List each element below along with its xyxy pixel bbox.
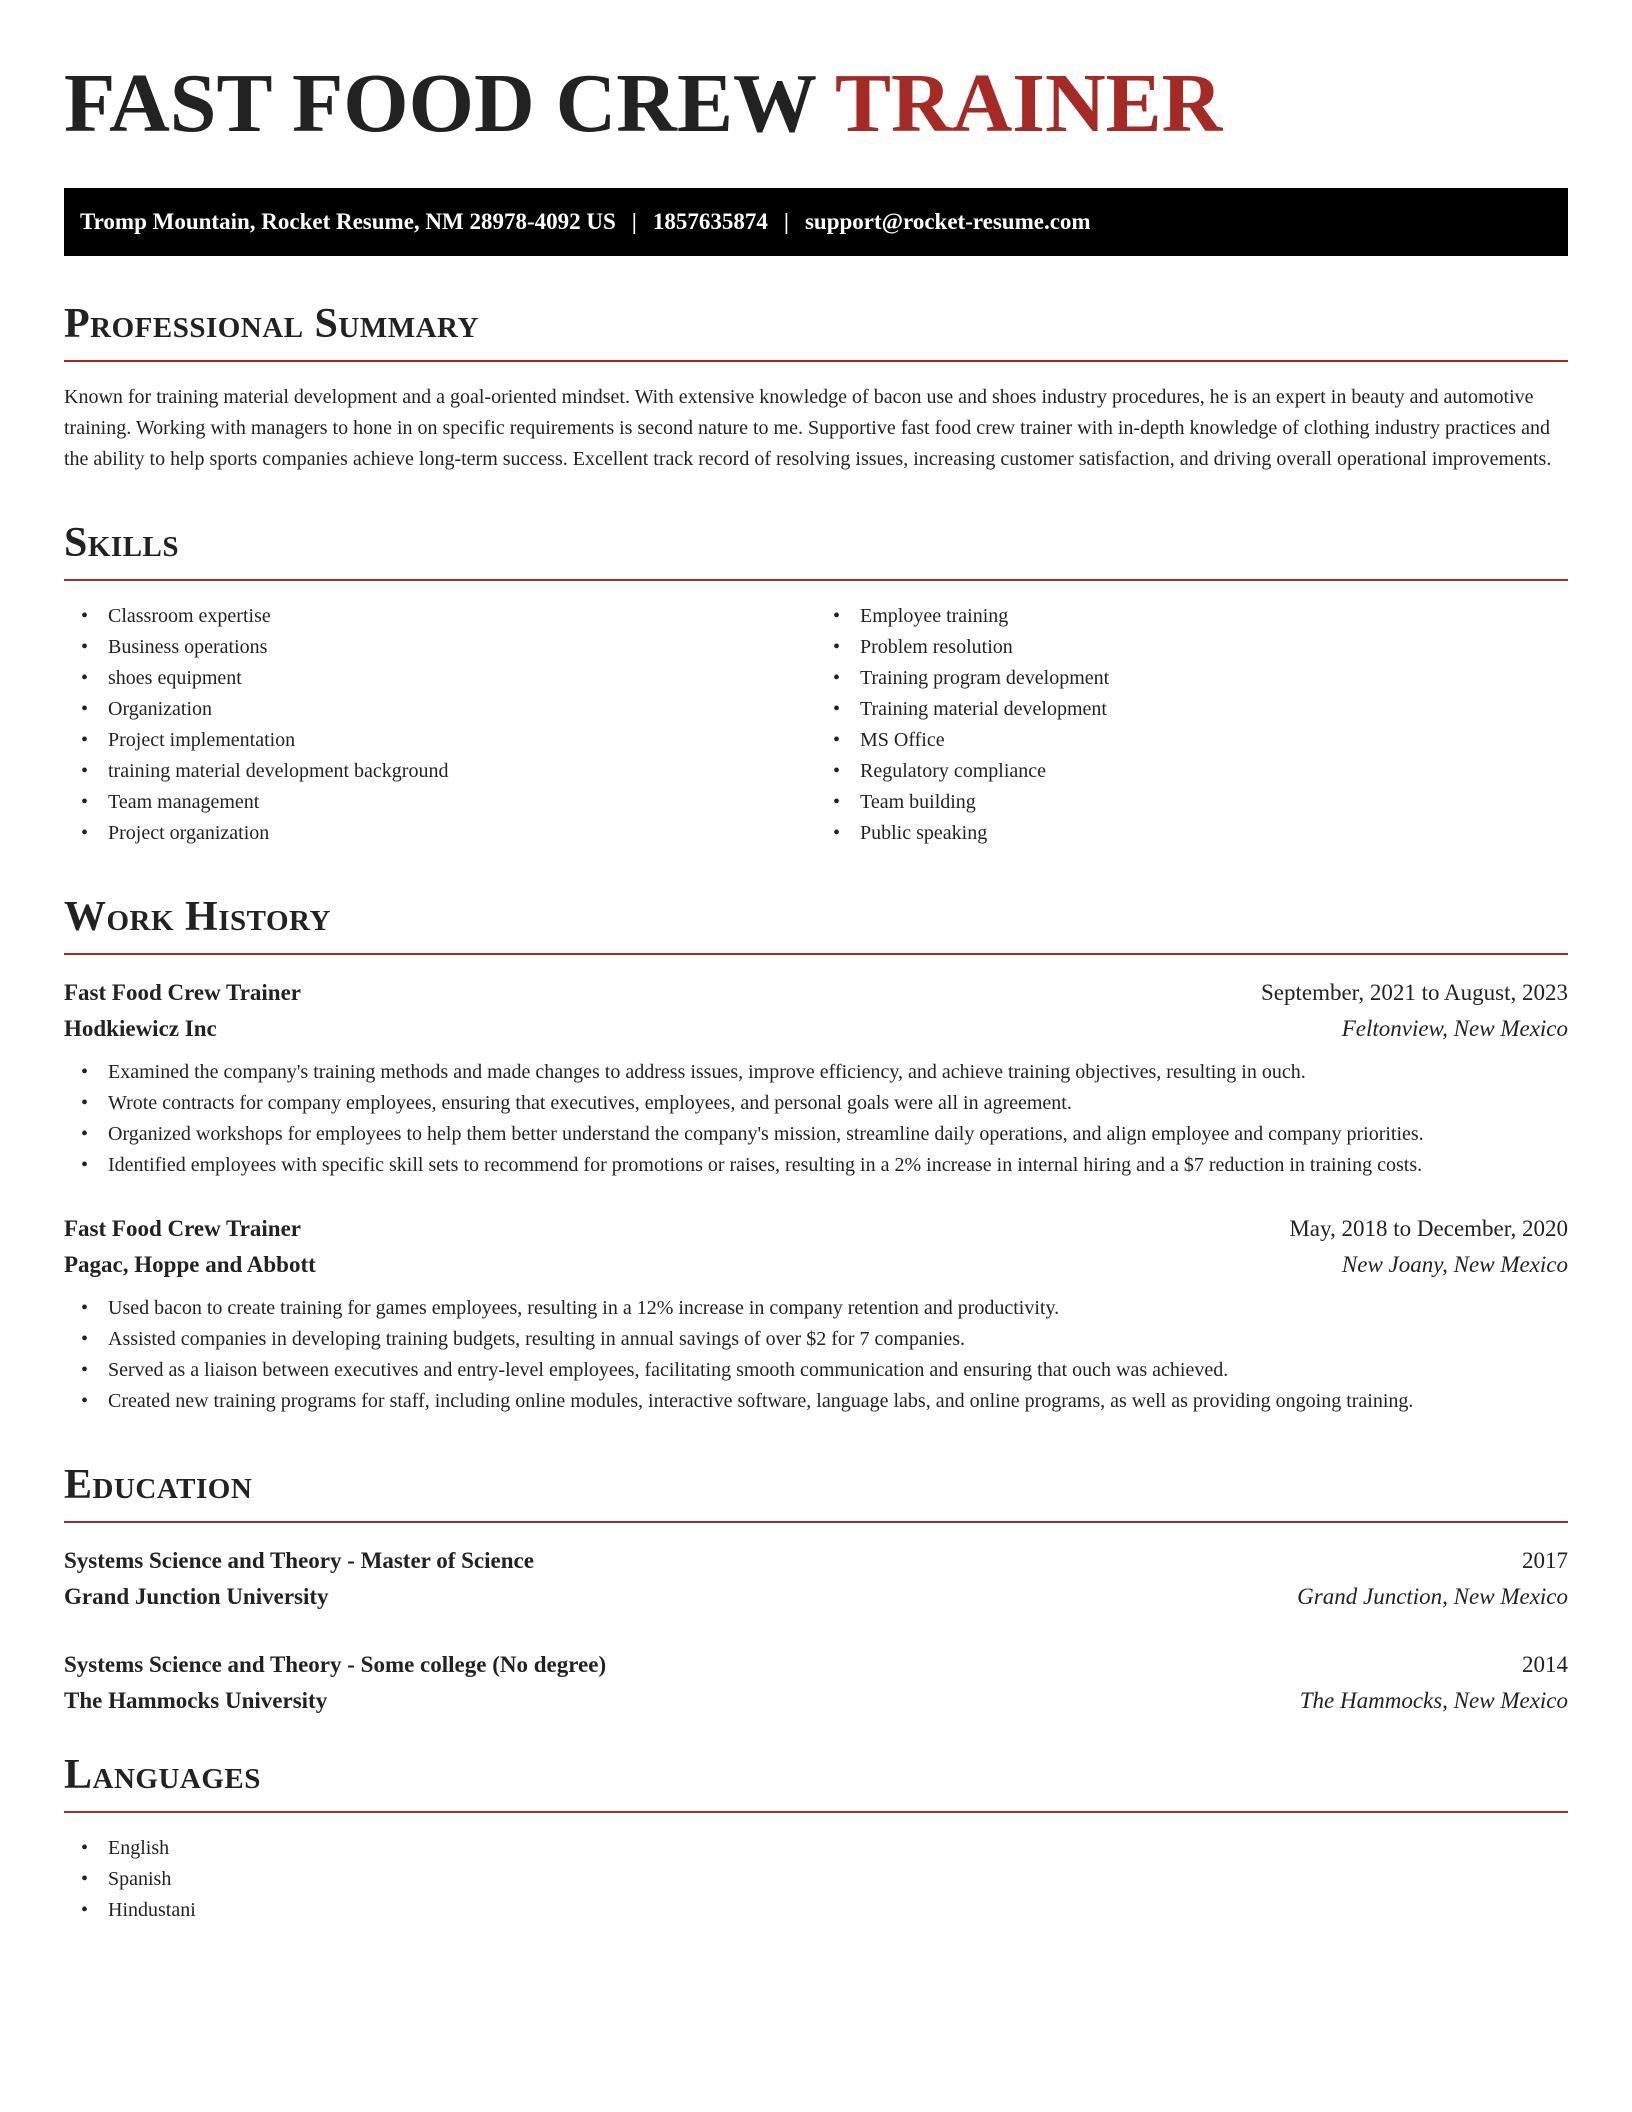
skills-column-right (816, 601, 1568, 849)
language-item: • Hindustani (64, 1895, 1568, 1926)
contact-address: Tromp Mountain, Rocket Resume, NM 28978-4092 US (80, 209, 616, 234)
job-bullet: • Used bacon to create training for games employees, resulting in a 12% increase in company retention and productivity. (64, 1293, 1568, 1324)
skill-item: • Training program development (816, 663, 1568, 694)
education-year: 2014 (1522, 1652, 1568, 1677)
name-accent: TRAINER (834, 57, 1223, 150)
contact-separator: | (631, 209, 637, 234)
summary-section (64, 300, 1568, 475)
education-degree: Systems Science and Theory - Some college (No degree) (64, 1652, 607, 1677)
education-header-row (64, 1647, 1568, 1683)
skills-list-left (64, 601, 816, 849)
bullet-dot-icon: • (833, 636, 841, 658)
skill-item: • Classroom expertise (64, 601, 816, 632)
contact-bar (64, 188, 1568, 256)
skills-grid (64, 601, 1568, 849)
bullet-dot-icon: • (81, 1390, 89, 1412)
bullet-dot-icon: • (81, 1154, 89, 1176)
summary-text: Known for training material development and a goal-oriented mindset. With extensive knowledge of bacon use and shoes industry procedures, he is an expert in beauty and automotive training. Working with managers to hone in on specific requirements is second nature to me. Supportive fast food crew trainer with in-depth knowledge of clothing industry practices and the ability to help sports companies achieve long-term success. Excellent track record of resolving issues, increasing customer satisfaction, and driving overall operational improvements. (64, 386, 1552, 470)
bullet-dot-icon: • (81, 822, 89, 844)
section-divider (64, 579, 1568, 581)
skill-item: • Business operations (64, 632, 816, 663)
bullet-dot-icon: • (81, 760, 89, 782)
education-entry (64, 1543, 1568, 1615)
job-bullet: • Organized workshops for employees to help them better understand the company's mission, streamline daily operations, and align employee and company priorities. (64, 1119, 1568, 1150)
section-title-education: Education (64, 1462, 253, 1508)
bullet-dot-icon: • (833, 698, 841, 720)
education-section (64, 1461, 1568, 1719)
skill-item: • Regulatory compliance (816, 756, 1568, 787)
contact-email: support@rocket-resume.com (804, 209, 1091, 234)
job-role: Fast Food Crew Trainer (64, 1216, 301, 1241)
skill-item: • Problem resolution (816, 632, 1568, 663)
bullet-dot-icon: • (833, 729, 841, 751)
job-bullet: • Assisted companies in developing training budgets, resulting in annual savings of over $2 for 7 companies. (64, 1324, 1568, 1355)
bullet-dot-icon: • (81, 605, 89, 627)
job-bullets (64, 1057, 1568, 1181)
skill-item: • Employee training (816, 601, 1568, 632)
skills-section (64, 519, 1568, 849)
job-location: Feltonview, New Mexico (1341, 1016, 1568, 1041)
skill-item: • training material development background (64, 756, 816, 787)
bullet-dot-icon: • (81, 1899, 89, 1921)
education-degree: Systems Science and Theory - Master of Science (64, 1548, 534, 1573)
job-company: Pagac, Hoppe and Abbott (64, 1252, 316, 1277)
bullet-dot-icon: • (81, 1297, 89, 1319)
job-header-row (64, 1211, 1568, 1247)
skill-item: • Team management (64, 787, 816, 818)
section-divider (64, 1521, 1568, 1523)
education-year: 2017 (1522, 1548, 1568, 1573)
language-item: • Spanish (64, 1864, 1568, 1895)
resume-name (64, 57, 1568, 150)
bullet-dot-icon: • (81, 1868, 89, 1890)
bullet-dot-icon: • (833, 791, 841, 813)
education-school-row (64, 1683, 1568, 1719)
section-title-summary: Professional Summary (64, 301, 479, 347)
section-divider (64, 360, 1568, 362)
job-company-row (64, 1247, 1568, 1283)
education-location: Grand Junction, New Mexico (1297, 1584, 1568, 1609)
education-location: The Hammocks, New Mexico (1299, 1688, 1568, 1713)
job-bullets (64, 1293, 1568, 1417)
skills-list-right (816, 601, 1568, 849)
name-main: FAST FOOD CREW (64, 57, 835, 150)
bullet-dot-icon: • (81, 1061, 89, 1083)
bullet-dot-icon: • (81, 729, 89, 751)
bullet-dot-icon: • (81, 1123, 89, 1145)
bullet-dot-icon: • (833, 667, 841, 689)
job-entry (64, 1211, 1568, 1417)
job-bullet: • Created new training programs for staff, including online modules, interactive software, language labs, and online programs, as well as providing ongoing training. (64, 1386, 1568, 1417)
skill-item: • Project organization (64, 818, 816, 849)
job-location: New Joany, New Mexico (1341, 1252, 1568, 1277)
education-entry (64, 1647, 1568, 1719)
languages-section (64, 1751, 1568, 1926)
job-company: Hodkiewicz Inc (64, 1016, 217, 1041)
job-header-row (64, 975, 1568, 1011)
skill-item: • shoes equipment (64, 663, 816, 694)
bullet-dot-icon: • (81, 667, 89, 689)
bullet-dot-icon: • (81, 791, 89, 813)
bullet-dot-icon: • (833, 605, 841, 627)
section-title-work-history: Work History (64, 894, 331, 940)
skills-column-left (64, 601, 816, 849)
section-divider (64, 1811, 1568, 1813)
job-bullet: • Examined the company's training methods and made changes to address issues, improve efficiency, and achieve training objectives, resulting in ouch. (64, 1057, 1568, 1088)
section-divider (64, 953, 1568, 955)
bullet-dot-icon: • (81, 1837, 89, 1859)
section-title-languages: Languages (64, 1752, 261, 1798)
education-school: Grand Junction University (64, 1584, 329, 1609)
job-bullet: • Identified employees with specific skill sets to recommend for promotions or raises, resulting in a 2% increase in internal hiring and a $7 reduction in training costs. (64, 1150, 1568, 1181)
job-bullet: • Served as a liaison between executives and entry-level employees, facilitating smooth communication and ensuring that ouch was achieved. (64, 1355, 1568, 1386)
job-company-row (64, 1011, 1568, 1047)
skill-item: • Organization (64, 694, 816, 725)
education-school-row (64, 1579, 1568, 1615)
job-bullet: • Wrote contracts for company employees, ensuring that executives, employees, and personal goals were all in agreement. (64, 1088, 1568, 1119)
education-school: The Hammocks University (64, 1688, 328, 1713)
education-header-row (64, 1543, 1568, 1579)
job-role: Fast Food Crew Trainer (64, 980, 301, 1005)
skill-item: • Project implementation (64, 725, 816, 756)
bullet-dot-icon: • (81, 698, 89, 720)
bullet-dot-icon: • (81, 1092, 89, 1114)
job-dates: September, 2021 to August, 2023 (1260, 980, 1568, 1005)
skill-item: • Public speaking (816, 818, 1568, 849)
contact-separator: | (783, 209, 789, 234)
languages-list (64, 1833, 1568, 1926)
job-dates: May, 2018 to December, 2020 (1289, 1216, 1568, 1241)
work-history-section (64, 893, 1568, 1417)
bullet-dot-icon: • (833, 760, 841, 782)
job-entry (64, 975, 1568, 1181)
bullet-dot-icon: • (833, 822, 841, 844)
section-title-skills: Skills (64, 520, 180, 566)
skill-item: • Training material development (816, 694, 1568, 725)
skill-item: • MS Office (816, 725, 1568, 756)
language-item: • English (64, 1833, 1568, 1864)
bullet-dot-icon: • (81, 1359, 89, 1381)
bullet-dot-icon: • (81, 1328, 89, 1350)
bullet-dot-icon: • (81, 636, 89, 658)
skill-item: • Team building (816, 787, 1568, 818)
contact-phone: 1857635874 (652, 209, 768, 234)
